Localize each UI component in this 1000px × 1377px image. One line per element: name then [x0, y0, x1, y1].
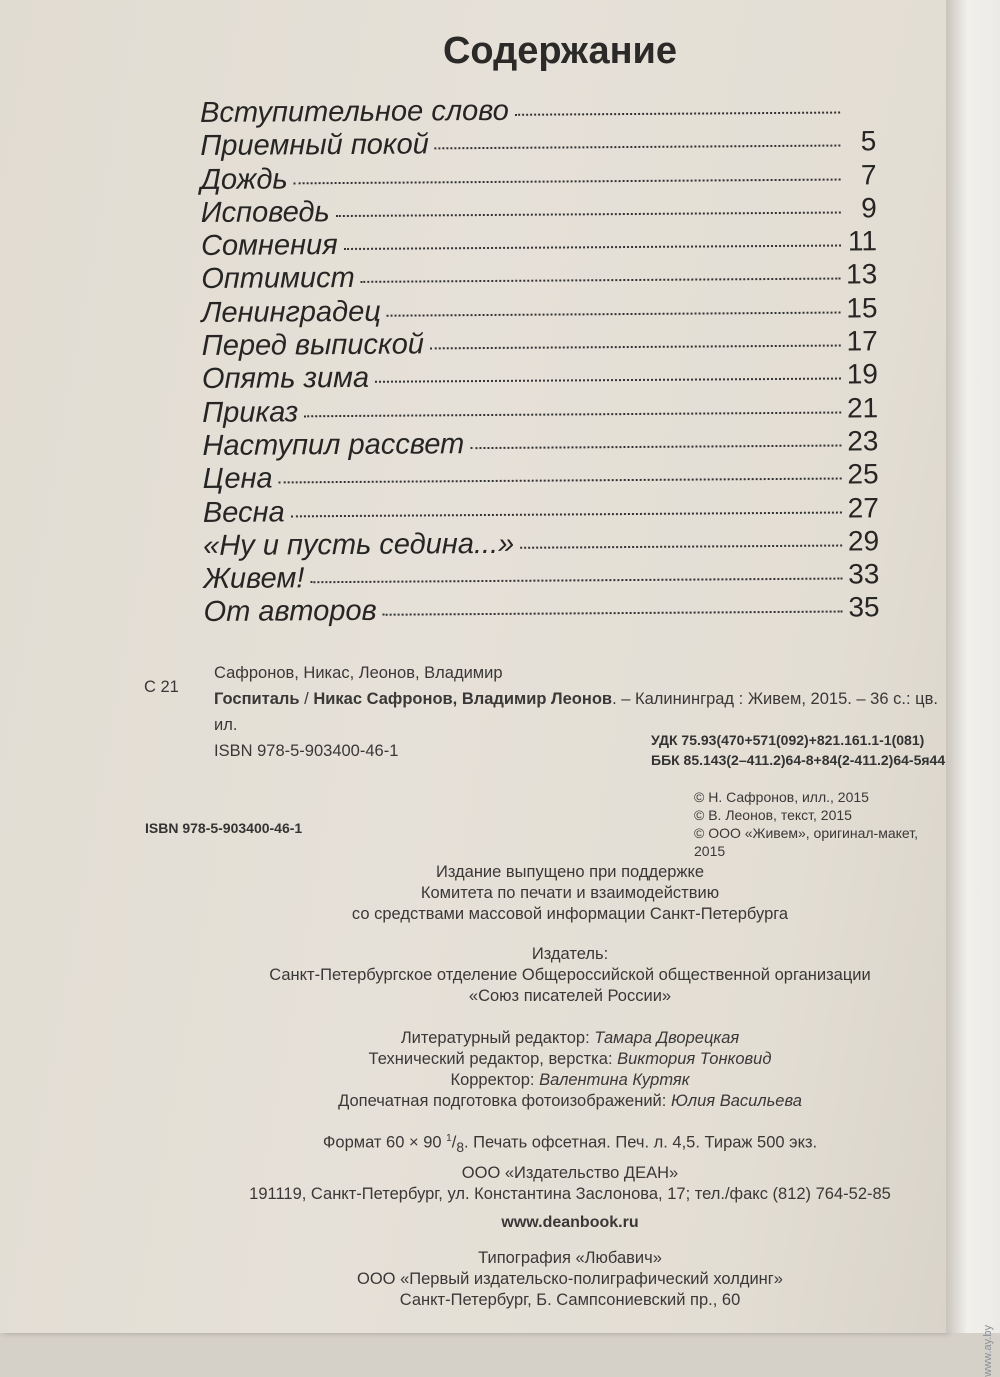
support-line: Комитета по печати и взаимодействию [0, 883, 946, 904]
toc-entry-title: Дождь [200, 163, 287, 197]
press-name: ООО «Издательство ДЕАН» [0, 1163, 946, 1184]
toc-leader-dots [361, 278, 840, 283]
format-frac-num: 1 [446, 1133, 452, 1144]
toc-leader-dots [344, 245, 841, 250]
printer-line: Типография «Любавич» [0, 1248, 946, 1269]
staff-line [0, 1070, 946, 1091]
catalog-responsibility: Никас Сафронов, Владимир Леонов [313, 690, 612, 708]
publisher-line: Санкт-Петербургское отделение Общероссийской общественной организации [0, 965, 946, 986]
toc-entry-title: Перед выпиской [202, 329, 424, 364]
toc-entry-page: 15 [846, 292, 877, 324]
table-of-contents [200, 92, 880, 629]
printer-line: ООО «Первый издательско-полиграфический холдинг» [0, 1269, 946, 1290]
toc-entry-page: 27 [848, 492, 879, 524]
toc-entry-page: 17 [846, 325, 877, 357]
toc-entry-title: От авторов [203, 595, 376, 629]
toc-entry-title: Живем! [203, 562, 304, 596]
toc-entry-title: Приемный покой [200, 129, 429, 164]
toc-entry-title: Наступил рассвет [202, 428, 464, 463]
toc-leader-dots [291, 511, 842, 517]
toc-leader-dots [430, 345, 841, 350]
copyright-line: © ООО «Живем», оригинал-макет, 2015 [694, 824, 946, 860]
toc-entry-title: Приказ [202, 396, 298, 430]
toc-entry-title: Цена [203, 463, 273, 496]
format-suffix: . Печать офсетная. Печ. л. 4,5. Тираж 500 экз. [464, 1134, 817, 1152]
format-prefix: Формат 60 × 90 [323, 1134, 446, 1152]
toc-leader-dots [279, 478, 842, 484]
watermark: www.ay.by [982, 1325, 994, 1377]
toc-entry-title: Исповедь [201, 196, 330, 230]
toc-entry [201, 292, 877, 330]
toc-entry [203, 492, 879, 530]
toc-entry [203, 525, 879, 563]
toc-entry-title: Ленинградец [201, 296, 381, 330]
staff-block [0, 1028, 946, 1112]
support-line: Издание выпущено при поддержке [0, 862, 946, 883]
toc-leader-dots [294, 178, 841, 184]
toc-entry [201, 259, 877, 297]
toc-entry-page: 5 [846, 126, 876, 158]
toc-entry-page: 33 [848, 558, 879, 590]
copyright-line: © В. Леонов, текст, 2015 [694, 806, 946, 824]
bbk-code: ББК 85.143(2–411.2)64-8+84(2-411.2)64-5я44 [651, 750, 945, 770]
toc-entry [200, 159, 876, 197]
toc-leader-dots [470, 445, 841, 450]
catalog-authors: Сафронов, Никас, Леонов, Владимир [214, 660, 946, 686]
toc-entry [203, 592, 879, 630]
toc-entry-title: Сомнения [201, 229, 338, 263]
classification-codes [651, 730, 945, 770]
staff-name: Юлия Васильева [671, 1092, 802, 1110]
toc-entry [203, 558, 879, 596]
format-frac-sep: / [452, 1134, 457, 1152]
toc-leader-dots [310, 578, 842, 584]
toc-leader-dots [336, 211, 841, 217]
printer-block [0, 1248, 946, 1311]
toc-leader-dots [304, 411, 841, 417]
format-frac-den: 8 [456, 1140, 464, 1155]
staff-line [0, 1049, 946, 1070]
toc-entry [202, 425, 878, 463]
staff-name: Валентина Куртяк [539, 1071, 689, 1089]
toc-entry-title: Вступительное слово [200, 95, 509, 130]
press-block [0, 1163, 946, 1205]
staff-line [0, 1091, 946, 1112]
toc-entry [202, 325, 878, 363]
copyright-block [694, 788, 946, 860]
staff-line [0, 1028, 946, 1049]
publisher-url: www.deanbook.ru [0, 1212, 946, 1233]
staff-role: Допечатная подготовка фотоизображений: [338, 1092, 671, 1110]
book-edge [946, 0, 1000, 1333]
toc-entry-page: 29 [848, 525, 879, 557]
toc-leader-dots [383, 611, 843, 616]
support-note [0, 862, 946, 925]
publisher-line: «Союз писателей России» [0, 986, 946, 1007]
format-line [0, 1128, 946, 1158]
toc-entry [200, 126, 876, 164]
catalog-imprint: . – Калининград : Живем, 2015. – 36 с.: цв. ил. [214, 690, 938, 734]
publisher-label: Издатель: [0, 944, 946, 965]
publisher-block [0, 944, 946, 1007]
toc-entry [201, 225, 877, 263]
toc-entry-page: 7 [846, 159, 876, 191]
catalog-book-title: Госпиталь [214, 690, 300, 708]
toc-entry-title: «Ну и пусть седина...» [203, 528, 514, 563]
catalog-index: С 21 [144, 678, 179, 697]
copyright-line: © Н. Сафронов, илл., 2015 [694, 788, 946, 806]
support-line: со средствами массовой информации Санкт-Петербурга [0, 904, 946, 925]
toc-entry-title: Оптимист [201, 262, 355, 296]
toc-entry [203, 459, 879, 497]
printer-line: Санкт-Петербург, Б. Сампсониевский пр., 60 [0, 1290, 946, 1311]
toc-entry [200, 92, 876, 130]
press-address: 191119, Санкт-Петербург, ул. Константина Заслонова, 17; тел./факс (812) 764-52-85 [0, 1184, 946, 1205]
staff-role: Корректор: [450, 1071, 539, 1089]
toc-entry-page: 21 [847, 392, 878, 424]
isbn-bold: ISBN 978-5-903400-46-1 [145, 820, 302, 836]
staff-role: Технический редактор, верстка: [369, 1050, 618, 1068]
staff-name: Тамара Дворецкая [594, 1029, 739, 1047]
toc-entry-page: 23 [847, 425, 878, 457]
toc-leader-dots [435, 145, 841, 150]
toc-entry-page: 13 [846, 259, 877, 291]
toc-leader-dots [515, 112, 840, 116]
toc-entry-page: 25 [847, 459, 878, 491]
toc-leader-dots [375, 378, 841, 383]
toc-leader-dots [520, 544, 842, 548]
catalog-separator: / [300, 690, 314, 708]
toc-leader-dots [387, 311, 840, 316]
catalog-isbn: ISBN 978-5-903400-46-1 [214, 738, 946, 764]
toc-entry-title: Опять зима [202, 362, 369, 396]
toc-entry-page: 9 [847, 192, 877, 224]
udk-code: УДК 75.93(470+571(092)+821.161.1-1(081) [651, 730, 945, 750]
page-title: Содержание [0, 30, 946, 73]
toc-entry-page: 11 [847, 225, 877, 257]
toc-entry-title: Весна [203, 496, 285, 530]
staff-name: Виктория Тонковид [617, 1050, 771, 1068]
staff-role: Литературный редактор: [401, 1029, 594, 1047]
toc-entry [202, 359, 878, 397]
toc-entry [201, 192, 877, 230]
toc-entry [202, 392, 878, 430]
toc-entry-page: 19 [847, 359, 878, 391]
toc-entry-page: 35 [848, 592, 879, 624]
